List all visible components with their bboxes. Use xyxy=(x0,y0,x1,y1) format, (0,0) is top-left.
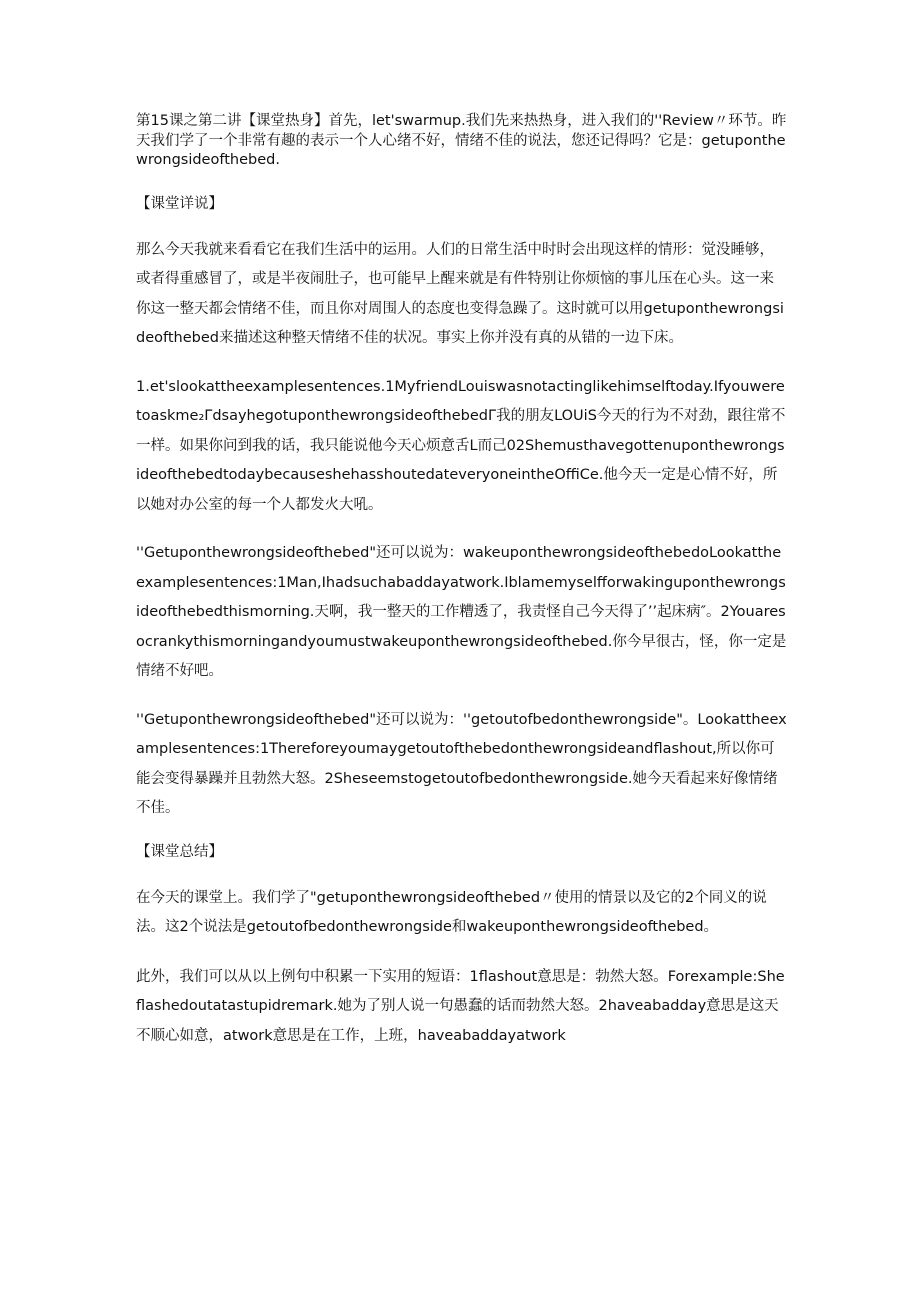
getout-paragraph: ''Getuponthewrongsideofthebed"还可以说为：''getoutofbedonthewrongside"。Lookattheexamplesentences:1Thereforeyoumaygetoutofthebedonthewrongsideandflashout,所以你可能会变得暴躁并且勃然大怒。2Sheseemstogetoutofbedonthewrongside.她今天看起来好像情绪不佳。 xyxy=(136,711,787,816)
phrases-paragraph: 此外，我们可以从以上例句中积累一下实用的短语：1flashout意思是：勃然大怒。Forexample:Sheflashedoutatastupidremark.她为了别人说一句愚蠢的话而勃然大怒。2haveabadday意思是这天不顺心如意，atwork意思是在工作，上班，haveabaddayatwork xyxy=(136,968,785,1044)
usage-paragraph: 那么今天我就来看看它在我们生活中的运用。人们的日常生活中时时会出现这样的情形：觉没睡够，或者得重感冒了，或是半夜闹肚子，也可能早上醒来就是有件特别让你烦恼的事儿压在心头。这一来你这一整天都会情绪不佳，而且你对周围人的态度也变得急躁了。这时就可以用getuponthewrongsideofthebed来描述这种整天情绪不佳的状况。事实上你并没有真的从错的一边下床。 xyxy=(136,241,784,346)
examples-paragraph-1: 1.et'slookattheexamplesentences.1MyfriendLouiswasnotactinglikehimselftoday.Ifyouweretoaskme₂ΓdsayhegotuponthewrongsideofthebedΓ我的朋友LOUiS今天的行为不对劲，跟往常不一样。如果你问到我的话，我只能说他今天心烦意舌L而己02ShemusthavegottenuponthewrongsideofthebedtodaybecauseshehasshoutedateveryoneintheOffiCe.他今天一定是心情不好，所以她对办公室的每一个人都发火大吼。 xyxy=(136,378,786,513)
section-heading-summary: 【课堂总结】 xyxy=(136,843,223,860)
document-body xyxy=(136,112,788,1070)
section-heading-detail: 【课堂详说】 xyxy=(136,195,223,212)
intro-paragraph: 第15课之第二讲【课堂热身】首先，let'swarmup.我们先来热热身，进入我们的''Review〃环节。昨天我们学了一个非常有趣的表示一个人心绪不好，情绪不佳的说法，您还记得吗？它是：getuponthewrongsideofthebed. xyxy=(136,113,787,168)
wakeup-paragraph: ''Getuponthewrongsideofthebed"还可以说为：wakeuponthewrongsideofthebedoLookattheexamplesentences:1Man,Ihadsuchabaddayatwork.Iblamemyselfforwakinguponthewrongsideofthebedthismorning.天啊，我一整天的工作糟透了，我责怪自己今天得了’’起床病″。2Youaresocrankythismorningandyoumustwakeuponthewrongsideofthebed.你今早很古，怪，你一定是情绪不好吧。 xyxy=(136,545,787,679)
summary-paragraph: 在今天的课堂上。我们学了"getuponthewrongsideofthebed〃使用的情景以及它的2个同义的说法。这2个说法是getoutofbedonthewrongside和wakeuponthewrongsideofthebed。 xyxy=(136,889,767,935)
